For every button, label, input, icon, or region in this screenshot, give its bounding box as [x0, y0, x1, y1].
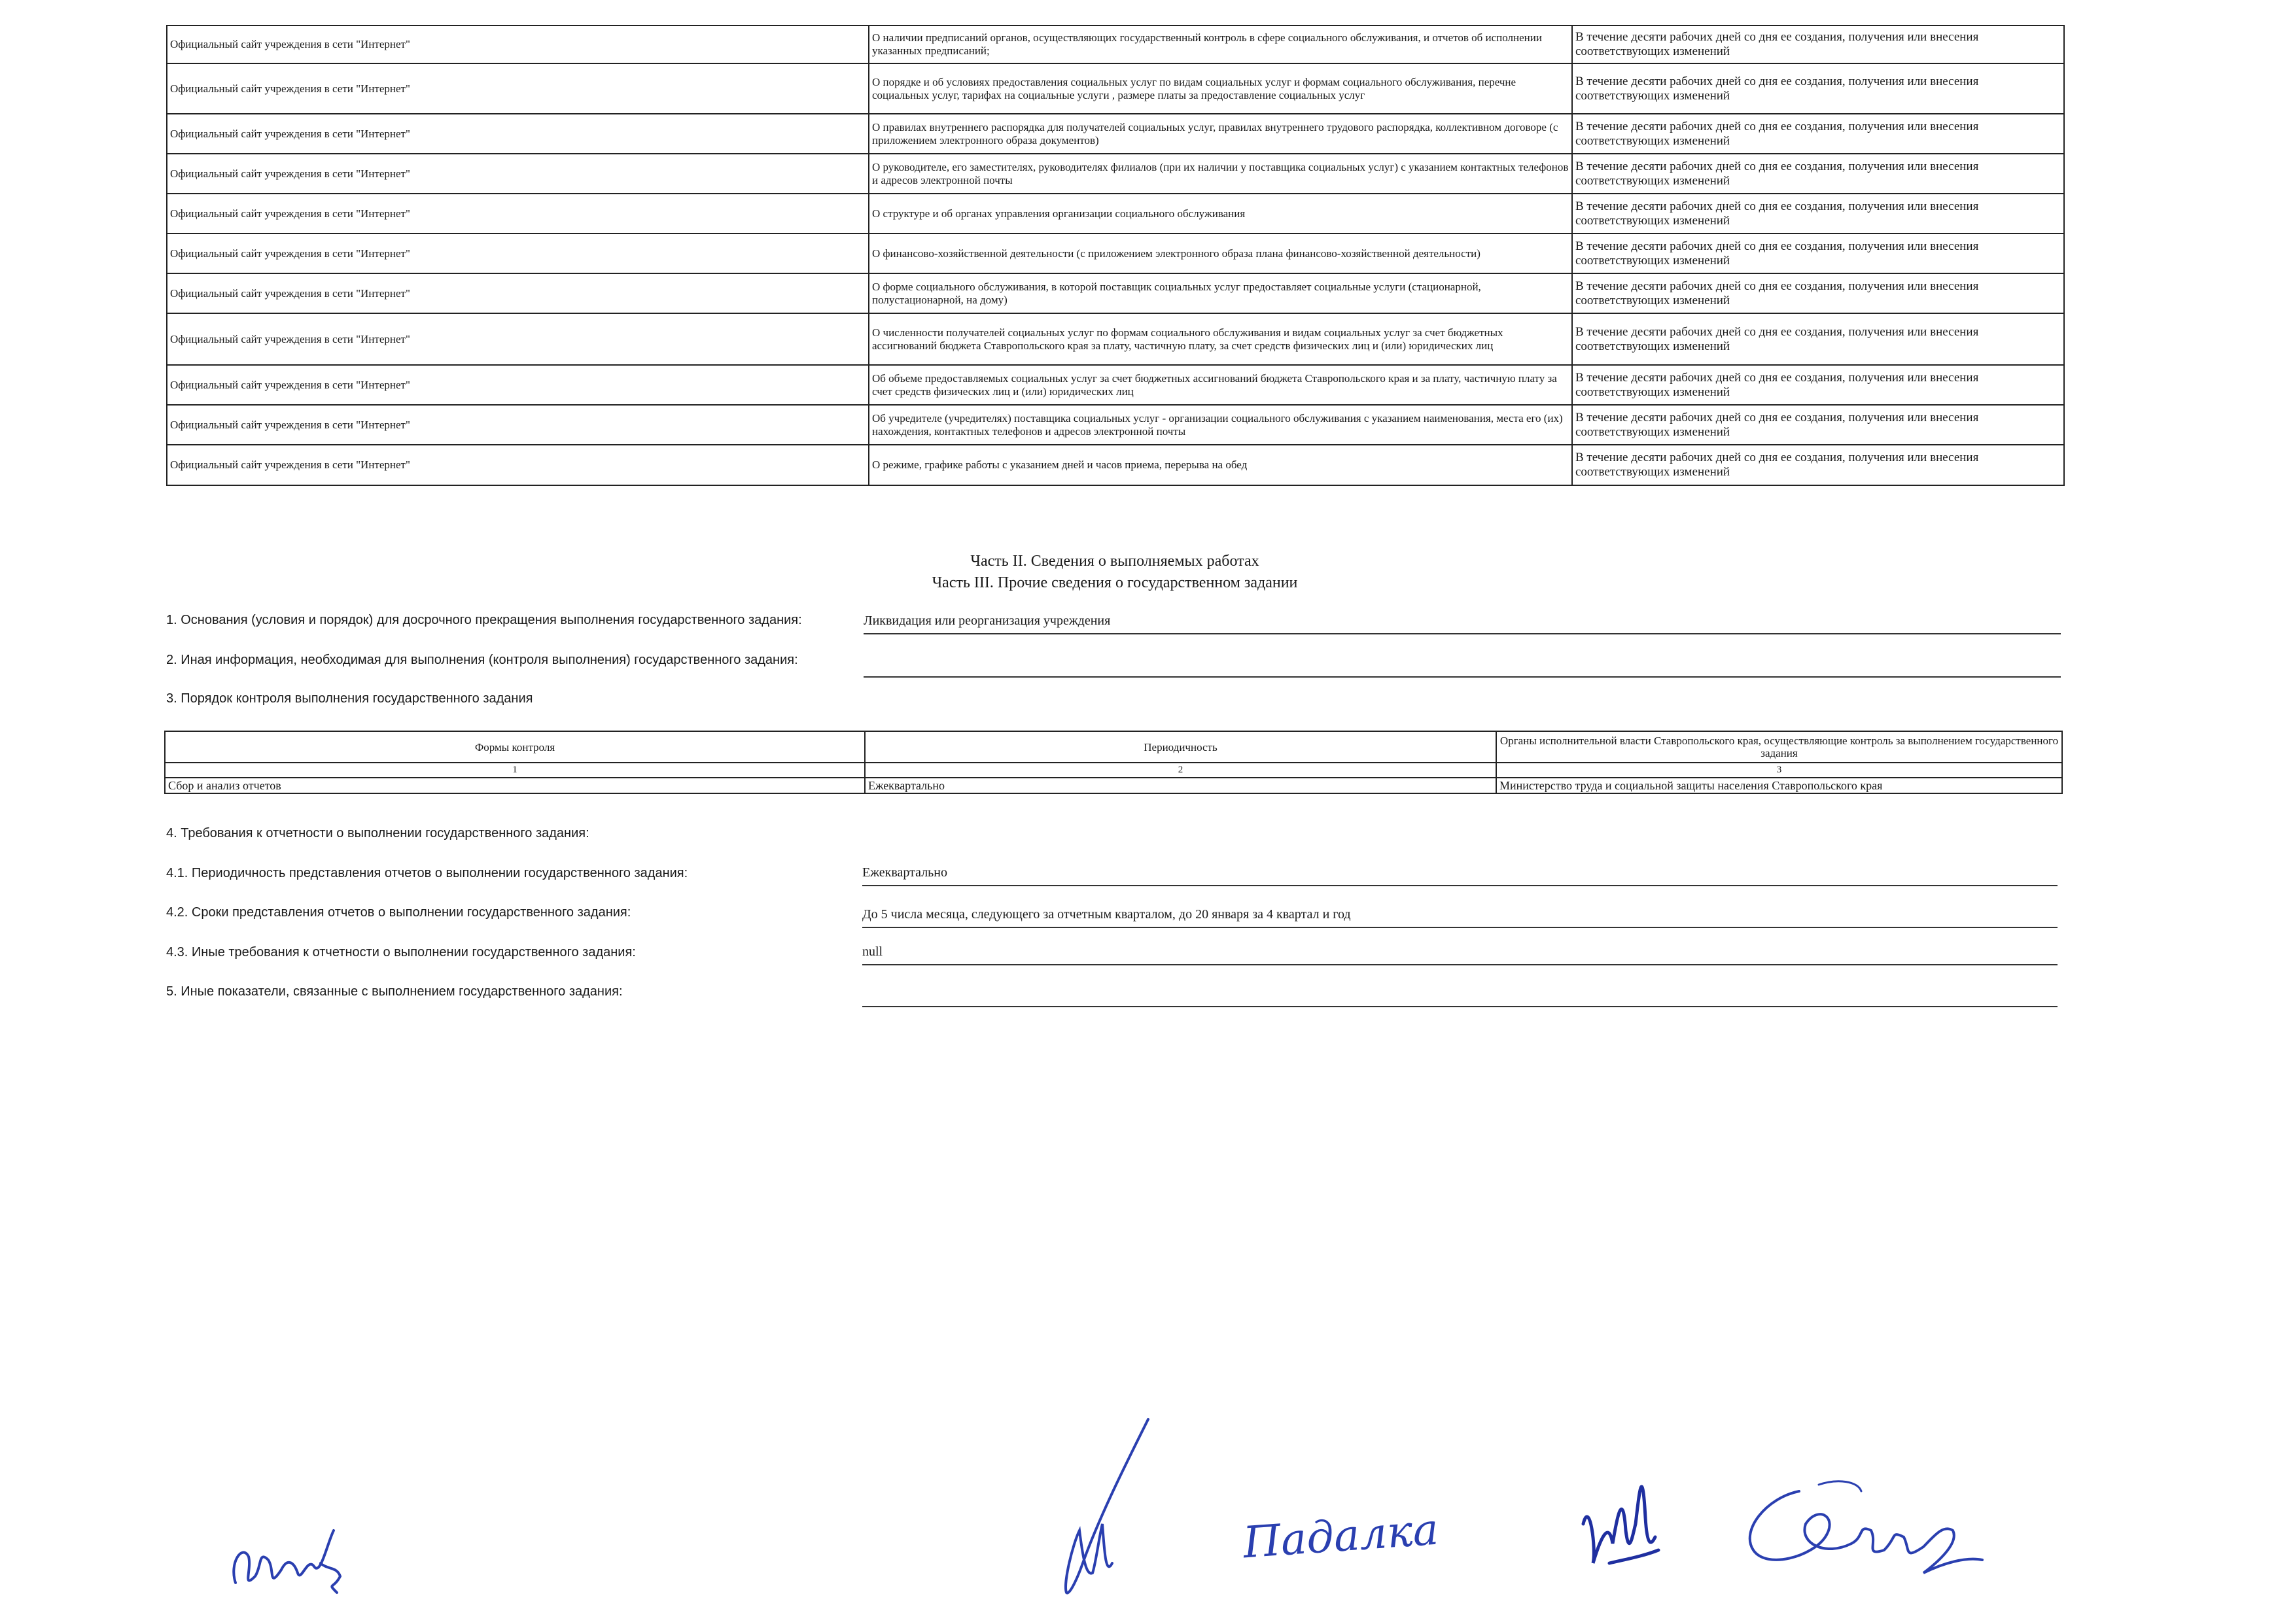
content-cell: О финансово-хозяйственной деятельности (с приложением электронного образа плана финансово-хозяйственной деятельности): [869, 233, 1572, 273]
table-row: [165, 778, 2062, 793]
control-form-cell: Сбор и анализ отчетов: [165, 778, 865, 793]
content-cell: О наличии предписаний органов, осуществляющих государственный контроль в сфере социального обслуживания, и отчетов об исполнении указанных предписаний;: [869, 26, 1572, 63]
field-4-2-value: До 5 числа месяца, следующего за отчетным кварталом, до 20 января за 4 квартал и год: [862, 907, 2058, 928]
table-row: [167, 233, 2064, 273]
field-5-label: 5. Иные показатели, связанные с выполнением государственного задания:: [166, 984, 623, 999]
method-cell: Официальный сайт учреждения в сети "Интернет": [167, 445, 869, 485]
column-number: 1: [165, 763, 865, 778]
field-2-value: [864, 657, 2061, 678]
content-cell: О режиме, графике работы с указанием дней и часов приема, перерыва на обед: [869, 445, 1572, 485]
frequency-cell: В течение десяти рабочих дней со дня ее создания, получения или внесения соответствующих изменений: [1572, 445, 2064, 485]
method-cell: Официальный сайт учреждения в сети "Интернет": [167, 405, 869, 445]
content-cell: О численности получателей социальных услуг по формам социального обслуживания и видам социальных услуг за счет бюджетных ассигнований бюджета Ставропольского края за плату, частичную плату, за счет средств физических лиц и (или) юридических лиц: [869, 313, 1572, 365]
table-row: [167, 114, 2064, 154]
periodicity-cell: Ежеквартально: [865, 778, 1496, 793]
table-header-row: [165, 731, 2062, 763]
content-cell: О правилах внутреннего распорядка для получателей социальных услуг, правилах внутреннего трудового распорядка, коллективном договоре (с приложением электронного образа документов): [869, 114, 1572, 154]
field-5-value: [862, 986, 2058, 1007]
table-row: [167, 273, 2064, 313]
field-4-label: 4. Требования к отчетности о выполнении государственного задания:: [166, 826, 589, 840]
field-2-label: 2. Иная информация, необходимая для выполнения (контроля выполнения) государственного задания:: [166, 653, 798, 667]
method-cell: Официальный сайт учреждения в сети "Интернет": [167, 154, 869, 194]
frequency-cell: В течение десяти рабочих дней со дня ее создания, получения или внесения соответствующих изменений: [1572, 233, 2064, 273]
authority-cell: Министерство труда и социальной защиты населения Ставропольского края: [1496, 778, 2062, 793]
signature-4: [1570, 1445, 1668, 1583]
field-4-1-value: Ежеквартально: [862, 865, 2058, 886]
frequency-cell: В течение десяти рабочих дней со дня ее создания, получения или внесения соответствующих изменений: [1572, 273, 2064, 313]
field-3-label: 3. Порядок контроля выполнения государственного задания: [166, 691, 533, 706]
content-cell: Об учредителе (учредителях) поставщика социальных услуг - организации социального обслуживания с указанием наименования, места его (их) нахождения, контактных телефонов и адресов электронной почты: [869, 405, 1572, 445]
content-cell: О структуре и об органах управления организации социального обслуживания: [869, 194, 1572, 233]
method-cell: Официальный сайт учреждения в сети "Интернет": [167, 26, 869, 63]
method-cell: Официальный сайт учреждения в сети "Интернет": [167, 233, 869, 273]
control-table: [164, 731, 2063, 794]
table-row: [167, 365, 2064, 405]
method-cell: Официальный сайт учреждения в сети "Интернет": [167, 365, 869, 405]
frequency-cell: В течение десяти рабочих дней со дня ее создания, получения или внесения соответствующих изменений: [1572, 63, 2064, 114]
table-number-row: [165, 763, 2062, 778]
frequency-cell: В течение десяти рабочих дней со дня ее создания, получения или внесения соответствующих изменений: [1572, 154, 2064, 194]
field-1-value: Ликвидация или реорганизация учреждения: [864, 613, 2061, 634]
method-cell: Официальный сайт учреждения в сети "Интернет": [167, 313, 869, 365]
frequency-cell: В течение десяти рабочих дней со дня ее создания, получения или внесения соответствующих изменений: [1572, 313, 2064, 365]
column-header: Формы контроля: [165, 731, 865, 763]
table-row: [167, 405, 2064, 445]
table-row: [167, 63, 2064, 114]
method-cell: Официальный сайт учреждения в сети "Интернет": [167, 194, 869, 233]
method-cell: Официальный сайт учреждения в сети "Интернет": [167, 63, 869, 114]
field-4-3-value: null: [862, 944, 2058, 965]
content-cell: О форме социального обслуживания, в которой поставщик социальных услуг предоставляет социальные услуги (стационарной, полустационарной, на дому): [869, 273, 1572, 313]
content-cell: Об объеме предоставляемых социальных услуг за счет бюджетных ассигнований бюджета Ставропольского края и за плату, частичную плату за счет средств физических лиц и (или) юридических лиц: [869, 365, 1572, 405]
method-cell: Официальный сайт учреждения в сети "Интернет": [167, 114, 869, 154]
frequency-cell: В течение десяти рабочих дней со дня ее создания, получения или внесения соответствующих изменений: [1572, 114, 2064, 154]
frequency-cell: В течение десяти рабочих дней со дня ее создания, получения или внесения соответствующих изменений: [1572, 365, 2064, 405]
table-row: [167, 154, 2064, 194]
method-cell: Официальный сайт учреждения в сети "Интернет": [167, 273, 869, 313]
signature-3: Падалка: [1241, 1504, 1441, 1568]
part2-title: Часть II. Сведения о выполняемых работах: [970, 553, 1259, 570]
content-cell: О руководителе, его заместителях, руководителях филиалов (при их наличии у поставщика социальных услуг) с указанием контактных телефонов и адресов электронной почты: [869, 154, 1572, 194]
frequency-cell: В течение десяти рабочих дней со дня ее создания, получения или внесения соответствующих изменений: [1572, 194, 2064, 233]
table-row: [167, 445, 2064, 485]
column-header: Органы исполнительной власти Ставропольского края, осуществляющие контроль за выполнением государственного задания: [1496, 731, 2062, 763]
field-4-2-label: 4.2. Сроки представления отчетов о выполнении государственного задания:: [166, 905, 631, 920]
frequency-cell: В течение десяти рабочих дней со дня ее создания, получения или внесения соответствующих изменений: [1572, 405, 2064, 445]
content-cell: О порядке и об условиях предоставления социальных услуг по видам социальных услуг и формам социального обслуживания, перечне социальных услуг, тарифах на социальные услуги , размере платы за предоставление социальных услуг: [869, 63, 1572, 114]
signature-1: [222, 1504, 360, 1602]
signature-2: [1021, 1413, 1165, 1602]
frequency-cell: В течение десяти рабочих дней со дня ее создания, получения или внесения соответствующих изменений: [1572, 26, 2064, 63]
column-number: 2: [865, 763, 1496, 778]
column-header: Периодичность: [865, 731, 1496, 763]
table-row: [167, 26, 2064, 63]
part3-title: Часть III. Прочие сведения о государственном задании: [932, 574, 1298, 591]
field-4-1-label: 4.1. Периодичность представления отчетов о выполнении государственного задания:: [166, 866, 688, 880]
field-1-label: 1. Основания (условия и порядок) для досрочного прекращения выполнения государственного задания:: [166, 613, 802, 627]
table-row: [167, 313, 2064, 365]
table-row: [167, 194, 2064, 233]
info-disclosure-table: [166, 25, 2065, 486]
field-4-3-label: 4.3. Иные требования к отчетности о выполнении государственного задания:: [166, 945, 636, 959]
column-number: 3: [1496, 763, 2062, 778]
signature-5: [1727, 1465, 1989, 1583]
